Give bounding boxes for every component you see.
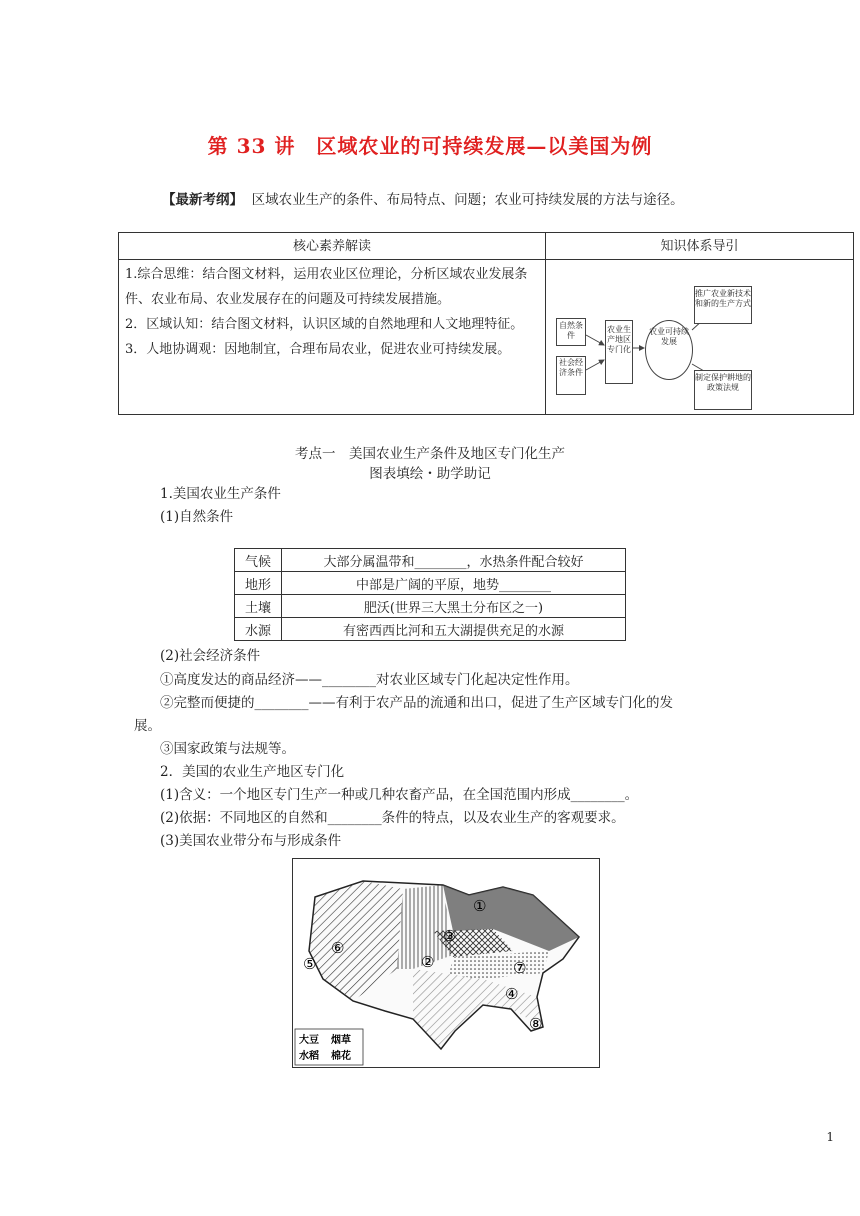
map-label-5: ⑤ (303, 955, 317, 973)
cond-value: 中部是广阔的平原，地势________ (282, 572, 626, 595)
cond-value: 肥沃(世界三大黑土分布区之一) (282, 595, 626, 618)
social-line-1: ①高度发达的商品经济——________对农业区域专门化起决定性作用。 (160, 672, 579, 688)
core-literacy-text (119, 260, 546, 415)
spec-line-1: (1)含义：一个地区专门生产一种或几种农畜产品，在全国范围内形成________。 (160, 787, 639, 803)
legend-rice: 水稻 (299, 1051, 319, 1062)
heading-social: (2)社会经济条件 (160, 648, 261, 664)
spec-line-2: (2)依据：不同地区的自然和________条件的特点，以及农业生产的客观要求。 (160, 810, 625, 826)
syllabus-label: 【最新考纲】 (162, 192, 243, 208)
cond-value: 有密西西比河和五大湖提供充足的水源 (282, 618, 626, 641)
heading-natural: (1)自然条件 (160, 509, 234, 525)
table-row (235, 618, 626, 641)
map-label-4: ④ (505, 985, 519, 1003)
diagram-specialization: 农业生产地区专门化 (605, 320, 633, 384)
map-label-6: ⑥ (331, 939, 345, 957)
cond-value: 大部分属温带和________，水热条件配合较好 (282, 549, 626, 572)
core-item-1: 1.综合思维：结合图文材料，运用农业区位理论，分析区域农业发展条件、农业布局、农业发展存在的问题及可持续发展措施。 (125, 267, 528, 307)
table-row (235, 572, 626, 595)
page-title: 第 33 讲 区域农业的可持续发展—以美国为例 (207, 134, 653, 158)
table-header-knowledge: 知识体系导引 (546, 233, 854, 260)
diagram-natural: 自然条件 (556, 318, 586, 346)
us-agriculture-map (292, 858, 600, 1068)
syllabus-line (162, 188, 684, 208)
legend-cotton: 棉花 (331, 1051, 351, 1062)
map-label-1: ① (473, 897, 487, 915)
diagram-sustainable: 农业可持续发展 (645, 320, 693, 380)
page-number: 1 (826, 1130, 834, 1144)
map-label-8: ⑧ (529, 1015, 543, 1033)
cond-key: 气候 (235, 549, 282, 572)
social-line-3: ③国家政策与法规等。 (160, 741, 295, 757)
cond-key: 土壤 (235, 595, 282, 618)
syllabus-text: 区域农业生产的条件、布局特点、问题；农业可持续发展的方法与途径。 (251, 192, 684, 208)
knowledge-diagram (546, 260, 854, 415)
table-row (235, 595, 626, 618)
heading-specialization: 2．美国的农业生产地区专门化 (160, 764, 345, 780)
natural-conditions-table (234, 548, 626, 641)
core-item-2: 2．区域认知：结合图文材料，认识区域的自然地理和人文地理特征。 (125, 317, 524, 332)
cond-key: 地形 (235, 572, 282, 595)
core-item-3: 3．人地协调观：因地制宜，合理布局农业，促进农业可持续发展。 (125, 342, 511, 357)
map-label-3: ③ (443, 927, 457, 945)
map-graphic (293, 859, 599, 1067)
social-line-2: ②完整而便捷的________——有利于农产品的流通和出口，促进了生产区域专门化的发 (160, 695, 673, 711)
map-label-7: ⑦ (513, 959, 527, 977)
legend-soybean: 大豆 (299, 1035, 319, 1046)
heading-conditions: 1.美国农业生产条件 (160, 486, 281, 502)
diagram-social: 社会经济条件 (556, 356, 586, 395)
spec-line-3: (3)美国农业带分布与形成条件 (160, 833, 342, 849)
map-label-2: ② (421, 953, 435, 971)
kaodian-heading: 考点一 美国农业生产条件及地区专门化生产 (295, 446, 565, 462)
social-line-2b: 展。 (134, 718, 161, 734)
diagram-new-tech: 推广农业新技术和新的生产方式 (694, 286, 752, 324)
diagram-farmland-policy: 制定保护耕地的政策法规 (694, 370, 752, 410)
table-row (235, 549, 626, 572)
cond-key: 水源 (235, 618, 282, 641)
sub-heading: 图表填绘・助学助记 (369, 466, 491, 482)
core-literacy-table (118, 232, 854, 415)
legend-tobacco: 烟草 (331, 1035, 351, 1046)
table-header-core: 核心素养解读 (119, 233, 546, 260)
